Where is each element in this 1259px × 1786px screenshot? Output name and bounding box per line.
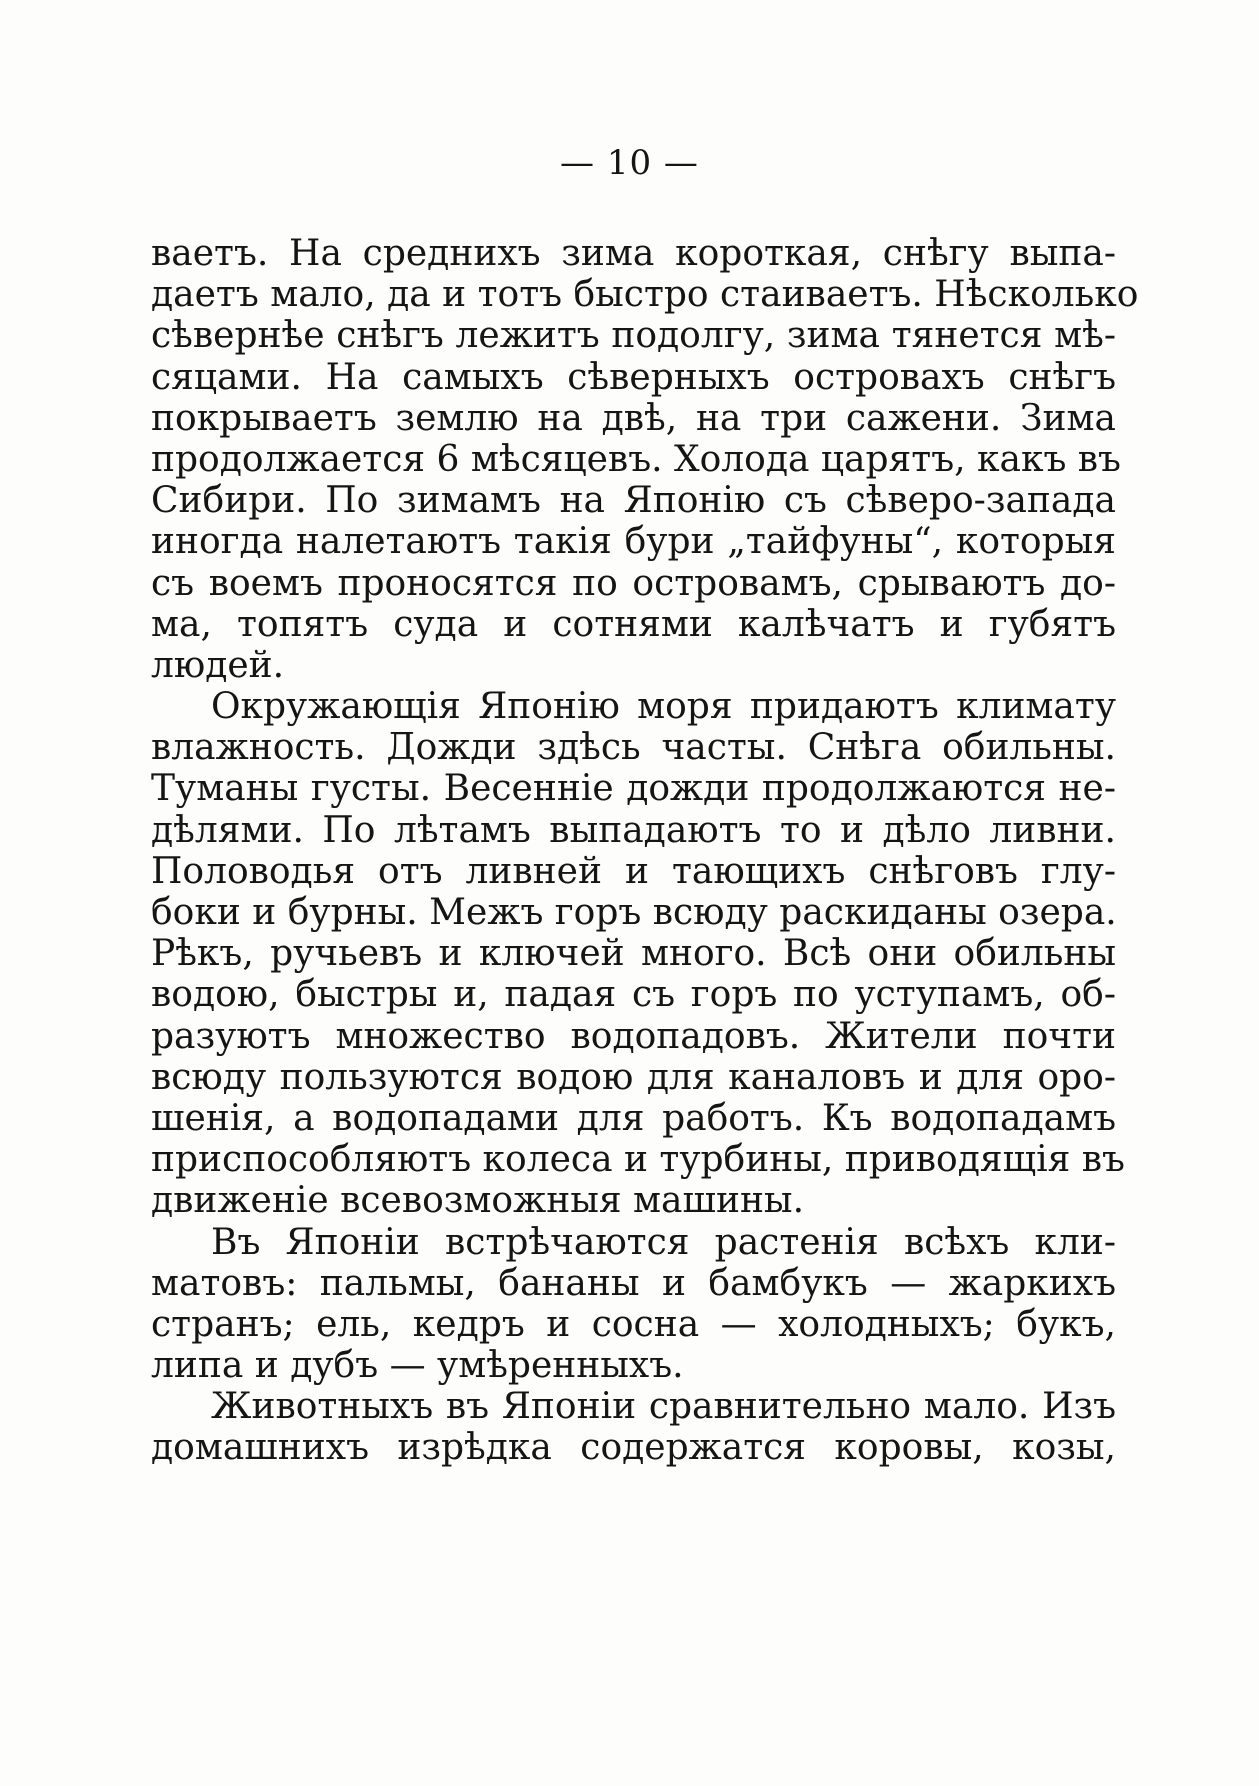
text-line: матовъ: пальмы, бананы и бамбукъ — жаркихъ <box>151 1262 1116 1304</box>
page-number: — 10 — <box>560 143 699 183</box>
text-line: приспособляютъ колеса и турбины, приводящія въ <box>151 1139 1125 1181</box>
text-line: влажность. Дожди здѣсь часты. Снѣга обильны. <box>151 727 1116 769</box>
text-line: всюду пользуются водою для каналовъ и для оро- <box>151 1056 1116 1098</box>
paragraph <box>151 1222 1116 1387</box>
text-line: разуютъ множество водопадовъ. Жители почти <box>151 1015 1116 1057</box>
text-line: Туманы густы. Весенніе дожди продолжаются не- <box>151 768 1116 810</box>
text-line: боки и бурны. Межъ горъ всюду раскиданы озера. <box>151 892 1117 933</box>
text-line: ваетъ. На среднихъ зима короткая, снѣгу выпа- <box>151 233 1116 274</box>
text-line: Окружающія Японію моря придаютъ климату <box>211 686 1116 728</box>
text-line: людей. <box>151 644 285 686</box>
text-line: съ воемъ проносятся по островамъ, срываютъ до- <box>151 562 1116 604</box>
text-line: Рѣкъ, ручьевъ и ключей много. Всѣ они обильны <box>151 933 1116 975</box>
paragraph <box>151 1386 1116 1468</box>
text-line: липа и дубъ — умѣренныхъ. <box>151 1345 684 1387</box>
text-line: покрываетъ землю на двѣ, на три сажени. Зима <box>151 397 1116 439</box>
text-line: продолжается 6 мѣсяцевъ. Холода царятъ, какъ въ <box>151 438 1121 480</box>
text-line: движеніе всевозможныя машины. <box>151 1180 805 1222</box>
text-line: ма, топятъ суда и сотнями калѣчатъ и губятъ <box>151 603 1116 645</box>
text-line: шенія, а водопадами для работъ. Къ водопадамъ <box>151 1097 1116 1139</box>
text-line: дѣлями. По лѣтамъ выпадаютъ то и дѣло ливни. <box>151 809 1116 851</box>
text-line: сѣвернѣе снѣгъ лежитъ подолгу, зима тянется мѣ- <box>151 315 1116 357</box>
text-line: иногда налетаютъ такія бури „тайфуны“, которыя <box>151 521 1116 563</box>
text-line: Сибири. По зимамъ на Японію съ сѣверо-запада <box>151 480 1116 522</box>
text-line: Животныхъ въ Японіи сравнительно мало. Изъ <box>211 1386 1116 1428</box>
paragraph <box>151 686 1125 1222</box>
text-line: водою, быстры и, падая съ горъ по уступамъ, об- <box>151 974 1116 1016</box>
paragraph <box>151 233 1139 686</box>
text-line: Половодья отъ ливней и тающихъ снѣговъ глу- <box>151 850 1116 892</box>
text-line: домашнихъ изрѣдка содержатся коровы, козы, <box>151 1427 1116 1469</box>
body-text <box>151 233 1139 1469</box>
text-line: странъ; ель, кедръ и сосна — холодныхъ; букъ, <box>151 1303 1116 1345</box>
text-line: Въ Японіи встрѣчаются растенія всѣхъ кли- <box>211 1221 1116 1263</box>
text-line: сяцами. На самыхъ сѣверныхъ островахъ снѣгъ <box>151 356 1116 398</box>
text-line: даетъ мало, да и тотъ быстро стаиваетъ. Нѣсколько <box>151 274 1139 316</box>
